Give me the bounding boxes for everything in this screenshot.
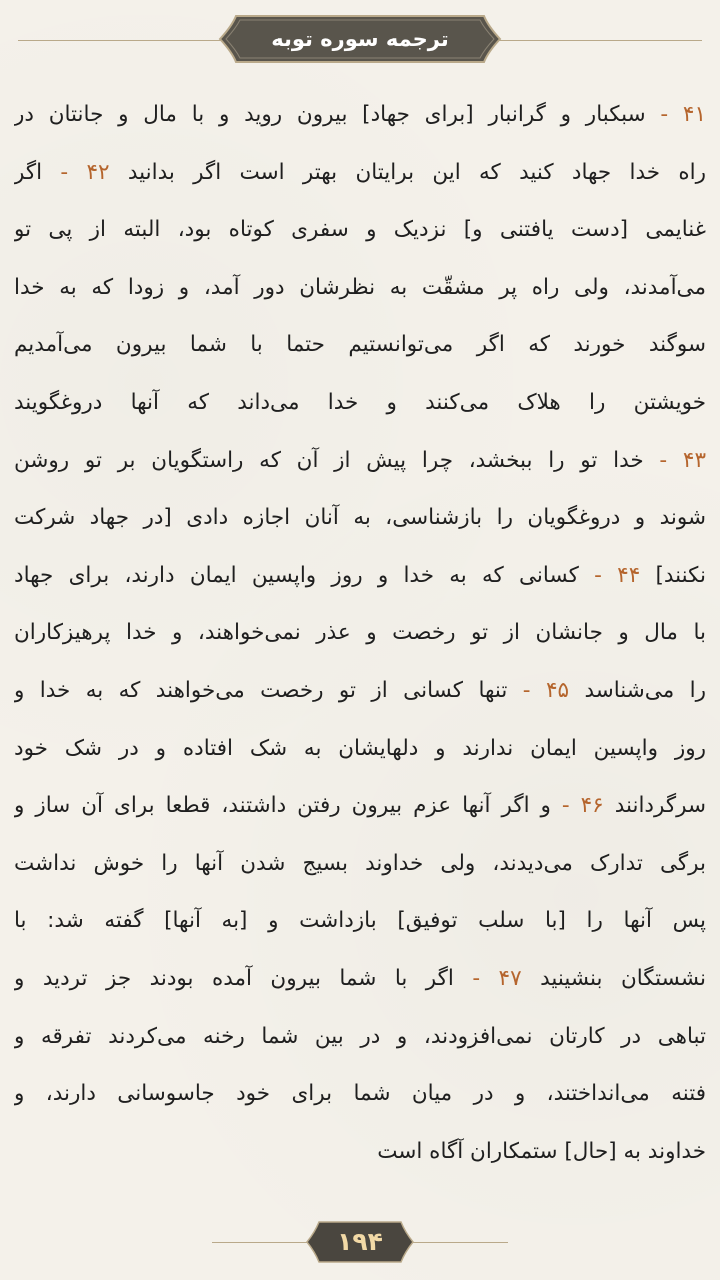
translation-text xyxy=(14,86,706,1180)
text-line xyxy=(14,892,706,950)
page-number: ۱۹۴ xyxy=(337,1227,383,1256)
verse-text: نشستگان بنشینید xyxy=(521,965,706,991)
text-line xyxy=(14,950,706,1008)
verse-number: ۴۲ - xyxy=(42,159,110,185)
verse-number: ۴۱ - xyxy=(645,102,706,127)
surah-title-banner xyxy=(218,14,502,64)
verse-text: سبکبار و گرانبار [برای جهاد] بیرون روید و با مال و جانتان در xyxy=(14,102,646,127)
verse-text: خداوند به [حال] ستمکاران آگاه است xyxy=(377,1138,706,1164)
text-line xyxy=(14,1123,706,1181)
verse-text: خدا تو را ببخشد، چرا پیش از آن که راستگویان بر تو روشن xyxy=(14,447,644,473)
verse-text: تباهی در کارتان نمی‌افزودند، و در بین شما رخنه می‌کردند تفرقه و xyxy=(14,1023,706,1049)
text-line xyxy=(14,604,706,662)
verse-text: سوگند خورند که اگر می‌توانستیم حتما با شما بیرون می‌آمدیم xyxy=(14,332,706,358)
text-line xyxy=(14,374,706,432)
verse-text: اگر xyxy=(14,159,43,185)
page-number-badge xyxy=(305,1220,415,1264)
verse-text: روز واپسین ایمان ندارند و دلهایشان به شک افتاده و در شک خود xyxy=(14,735,706,761)
verse-text: سرگردانند xyxy=(603,793,706,819)
verse-number: ۴۷ - xyxy=(453,965,522,991)
text-line xyxy=(14,201,706,259)
text-line xyxy=(14,662,706,720)
verse-text: برگی تدارک می‌دیدند، ولی خداوند بسیج شدن آنها را خوش نداشت xyxy=(14,850,706,876)
text-line xyxy=(14,259,706,317)
verse-text: کسانی که به خدا و روز واپسین ایمان دارند، برای جهاد xyxy=(14,562,579,588)
verse-number: ۴۳ - xyxy=(643,447,706,473)
text-line xyxy=(14,144,706,202)
text-line xyxy=(14,489,706,547)
verse-text: با مال و جانشان از تو رخصت و عذر نمی‌خواهند، و خدا پرهیزکاران xyxy=(14,620,706,646)
verse-text: پس آنها را [با سلب توفیق] بازداشت و [به آنها] گفته شد: با xyxy=(14,908,706,934)
verse-text: فتنه می‌انداختند، و در میان شما برای خود جاسوسانی دارند، و xyxy=(14,1081,706,1107)
verse-text: خویشتن را هلاک می‌کنند و خدا می‌داند که آنها دروغگویند xyxy=(14,389,706,415)
verse-text: غنایمی [دست یافتنی و] نزدیک و سفری کوتاه بود، البته از پی تو xyxy=(14,217,706,243)
text-line xyxy=(14,1065,706,1123)
text-line xyxy=(14,316,706,374)
verse-text: تنها کسانی از تو رخصت می‌خواهند که به خدا و xyxy=(14,677,508,703)
text-line xyxy=(14,777,706,835)
text-line xyxy=(14,432,706,490)
verse-number: ۴۵ - xyxy=(507,677,570,703)
verse-text: شوند و دروغگویان را بازشناسی، به آنان اجازه دادی [در جهاد شرکت xyxy=(14,505,706,531)
page-title: ترجمه سوره توبه xyxy=(271,27,449,51)
text-line xyxy=(14,547,706,605)
text-line xyxy=(14,720,706,778)
verse-text: راه خدا جهاد کنید که این برایتان بهتر است اگر بدانید xyxy=(109,159,706,185)
verse-number: ۴۴ - xyxy=(578,562,641,588)
text-line xyxy=(14,1008,706,1066)
verse-text: را می‌شناسد xyxy=(569,677,706,703)
verse-text: و اگر آنها عزم بیرون رفتن داشتند، قطعا برای آن ساز و xyxy=(14,793,551,819)
verse-number: ۴۶ - xyxy=(550,793,604,819)
text-line xyxy=(14,86,706,144)
verse-text: نکنند] xyxy=(640,562,706,588)
verse-text: می‌آمدند، ولی راه پر مشقّت به نظرشان دور آمد، و زودا که به خدا xyxy=(14,274,706,300)
text-line xyxy=(14,835,706,893)
verse-text: اگر با شما بیرون آمده بودند جز تردید و xyxy=(14,965,454,991)
